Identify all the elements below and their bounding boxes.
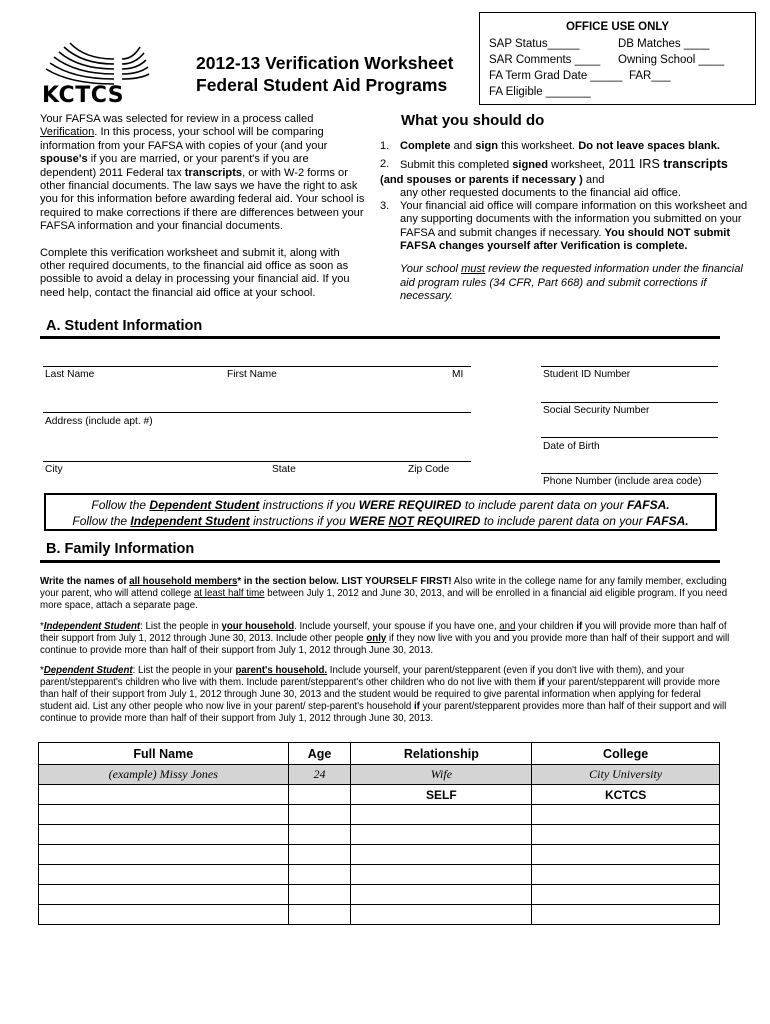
- step-1: 1. Complete and sign this worksheet. Do not leave spaces blank.: [380, 140, 721, 152]
- dob-label: Date of Birth: [543, 441, 600, 452]
- student-id-label: Student ID Number: [543, 369, 631, 380]
- relationship-cell[interactable]: [351, 865, 532, 885]
- self-relationship: SELF: [351, 785, 532, 805]
- family-instructions: [40, 576, 730, 734]
- college-cell[interactable]: [532, 885, 720, 905]
- sar-comments: SAR Comments ____: [489, 54, 601, 66]
- college-cell[interactable]: [532, 825, 720, 845]
- mi-label: MI: [452, 369, 464, 380]
- far: FAR___: [629, 70, 671, 82]
- steps-list: [380, 140, 750, 303]
- name-cell[interactable]: [39, 905, 289, 925]
- table-row: [39, 865, 720, 885]
- self-name-cell[interactable]: [39, 785, 289, 805]
- table-row: [39, 845, 720, 865]
- household-table: [38, 742, 720, 925]
- school-review-note: Your school must review the requested information under the financial aid program rules (34 CFR, Part 668) and submit corrections if necessary.: [400, 263, 743, 302]
- col-college: College: [532, 743, 720, 765]
- col-relationship: Relationship: [351, 743, 532, 765]
- fa-eligible: FA Eligible _______: [489, 86, 591, 98]
- name-cell[interactable]: [39, 805, 289, 825]
- city-label: City: [45, 464, 63, 475]
- relationship-cell[interactable]: [351, 845, 532, 865]
- zip-label: Zip Code: [408, 464, 450, 475]
- independent-instruction: Follow the Independent Student instructions if you WERE NOT REQUIRED to include parent data on your FAFSA.: [72, 514, 689, 528]
- table-row: [39, 905, 720, 925]
- table-row: [39, 805, 720, 825]
- name-cell[interactable]: [39, 865, 289, 885]
- table-row: [39, 885, 720, 905]
- address-field-line[interactable]: [43, 412, 471, 413]
- name-cell[interactable]: [39, 825, 289, 845]
- step-2-cont: (and spouses or parents if necessary ) and: [380, 173, 605, 186]
- kctcs-logo: [40, 37, 150, 108]
- phone-label: Phone Number (include area code): [543, 476, 702, 487]
- city-field-line[interactable]: [43, 461, 471, 462]
- section-a-rule: [40, 336, 720, 339]
- intro-paragraph-1: Your FAFSA was selected for review in a process called Verification. In this process, your school will be comparing information from your FAFSA with copies of your (and your spouse's if you are married, or your parent's if you are dependent) 2011 Federal tax transcripts, or with W-2 forms or other financial documents. The law says we have the right to ask you for this information before awarding federal aid. Your school is required to make corrections if there are differences between your FAFSA information and your financial documents.: [40, 113, 365, 233]
- db-matches: DB Matches ____: [618, 38, 710, 50]
- state-label: State: [272, 464, 296, 475]
- col-full-name: Full Name: [39, 743, 289, 765]
- section-b-rule: [40, 560, 720, 563]
- intro-text: [40, 113, 365, 313]
- name-cell[interactable]: [39, 845, 289, 865]
- name-field-line[interactable]: [43, 366, 471, 367]
- title-line-1: 2012-13 Verification Worksheet: [196, 53, 454, 73]
- example-relationship: Wife: [351, 765, 532, 785]
- what-you-should-do-heading: What you should do: [401, 112, 545, 129]
- dob-field-line[interactable]: [541, 437, 718, 438]
- relationship-cell[interactable]: [351, 885, 532, 905]
- section-a-heading: A. Student Information: [46, 318, 203, 334]
- dependent-instruction: Follow the Dependent Student instructions if you WERE REQUIRED to include parent data on your FAFSA.: [91, 498, 670, 512]
- ssn-field-line[interactable]: [541, 402, 718, 403]
- step-2-cont2: any other requested documents to the financial aid office.: [400, 186, 682, 199]
- step-2: 2. Submit this completed signed worksheet, 2011 IRS transcripts: [380, 157, 728, 172]
- table-header-row: [39, 743, 720, 765]
- section-b-heading: B. Family Information: [46, 541, 195, 557]
- family-para-independent: *Independent Student: List the people in your household. Include yourself, your spouse if you have one, and your children if you will provide more than half of their support from July 1, 2012 through June 30, 2013. Include other people only if they now live with you and you provide more than half of their support and will continue to provide more than half of their support from July 1, 2012 through June 30, 2013.: [40, 620, 730, 656]
- intro-paragraph-2: Complete this verification worksheet and submit it, along with other required documents, to the financial aid office as soon as possible to avoid a delay in processing your financial aid. If you need help, contact the financial aid office at your school.: [40, 246, 350, 299]
- title-line-2: Federal Student Aid Programs: [196, 75, 448, 95]
- phone-field-line[interactable]: [541, 473, 718, 474]
- relationship-cell[interactable]: [351, 905, 532, 925]
- age-cell[interactable]: [288, 885, 351, 905]
- age-cell[interactable]: [288, 805, 351, 825]
- page-title: [196, 52, 453, 96]
- college-cell[interactable]: [532, 845, 720, 865]
- example-age: 24: [288, 765, 351, 785]
- fa-term-grad-date: FA Term Grad Date _____: [489, 70, 623, 82]
- ssn-label: Social Security Number: [543, 405, 650, 416]
- office-use-header: OFFICE USE ONLY: [565, 21, 670, 33]
- age-cell[interactable]: [288, 905, 351, 925]
- first-name-label: First Name: [227, 369, 277, 380]
- college-cell[interactable]: [532, 905, 720, 925]
- address-label: Address (include apt. #): [45, 416, 153, 427]
- self-age-cell[interactable]: [288, 785, 351, 805]
- example-name: (example) Missy Jones: [39, 765, 289, 785]
- college-cell[interactable]: [532, 805, 720, 825]
- self-row: [39, 785, 720, 805]
- example-college: City University: [532, 765, 720, 785]
- step-3: 3. Your financial aid office will compare information on this worksheet and any supporting documents with the information you submitted on your FAFSA and submit changes if necessary. You should NOT submit FAFSA changes yourself after Verification is complete.: [380, 200, 748, 253]
- dependency-instructions-box: [44, 493, 717, 531]
- family-para-1: Write the names of all household members* in the section below. LIST YOURSELF FIRST! Also write in the college name for any family member, excluding your parent, who will attend college at least half time between July 1, 2012 and June 30, 2013, and will be enrolled in a financial aid eligible program. If you need more space, attach a separate page.: [40, 576, 728, 611]
- age-cell[interactable]: [288, 825, 351, 845]
- age-cell[interactable]: [288, 845, 351, 865]
- family-para-dependent: *Dependent Student: List the people in your parent's household. Include yourself, your parent/stepparent (even if you don't live with them), and your parent/stepparent's children who live with them. Include parent/stepparent's other children who do not live with them if your parent/stepparent will provide more than half of their support from July 1, 2012 through June 30, 2013 and the student would be required to give parental information when applying for federal student aid. List any other people who now live in your parent/ step-parent's household if your parent/stepparent provides more than half of their support and will continue to provide more than half of their support from July 1, 2012 through June 30, 2013.: [40, 665, 727, 725]
- logo-wordmark: KCTCS: [42, 83, 125, 108]
- table-row: [39, 825, 720, 845]
- college-cell[interactable]: [532, 865, 720, 885]
- owning-school: Owning School ____: [618, 54, 725, 66]
- example-row: [39, 765, 720, 785]
- age-cell[interactable]: [288, 865, 351, 885]
- relationship-cell[interactable]: [351, 825, 532, 845]
- name-cell[interactable]: [39, 885, 289, 905]
- col-age: Age: [288, 743, 351, 765]
- office-use-box: [479, 12, 756, 105]
- student-id-field-line[interactable]: [541, 366, 718, 367]
- relationship-cell[interactable]: [351, 805, 532, 825]
- self-college: KCTCS: [532, 785, 720, 805]
- sap-status: SAP Status_____: [489, 38, 580, 50]
- last-name-label: Last Name: [45, 369, 95, 380]
